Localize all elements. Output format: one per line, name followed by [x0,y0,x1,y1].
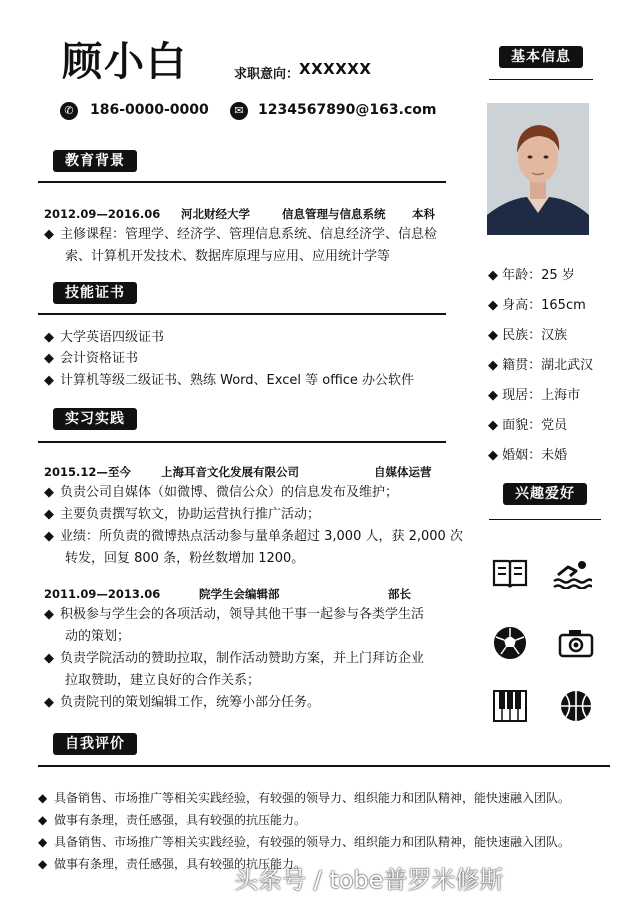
camera-icon [556,623,596,663]
job2-bullet: ◆ 负责学院活动的赞助拉取，制作活动赞助方案，并上门拜访企业 [44,651,425,666]
skill-item: ◆ 会计资格证书 [44,351,139,366]
job1-bullet-text: 业绩：所负责的微博热点活动参与量单条超过 3,000 人，获 2,000 次 [60,529,463,544]
info-marital: ◆ 婚姻：未婚 [488,448,568,463]
info-age-text: 年龄：25 岁 [502,268,575,283]
self-eval-item: ◆ 具备销售、市场推广等相关实践经验，有较强的领导力、组织能力和团队精神，能快速融入团队。 [38,835,571,849]
self-eval-text: 做事有条理，责任感强，具有较强的抗压能力。 [54,857,307,871]
education-major: 信息管理与信息系统 [282,207,386,221]
section-title-hobbies: 兴趣爱好 [503,483,587,505]
education-course-line2: 索、计算机开发技术、数据库原理与应用、应用统计学等 [65,249,391,264]
section-title-practice: 实习实践 [53,408,137,430]
watermark-text: 头条号 / tobe普罗米修斯 [234,866,504,894]
info-ethnicity: ◆ 民族：汉族 [488,328,568,343]
job2-bullet-cont: 动的策划； [65,629,131,644]
phone-number: 186-0000-0000 [90,102,209,118]
education-period: 2012.09—2016.06 [44,207,161,221]
education-course: ◆ 主修课程：管理学、经济学、管理信息系统、信息经济学、信息检 [44,227,438,242]
job2-bullet: ◆ 积极参与学生会的各项活动，领导其他干事一起参与各类学生活 [44,607,425,622]
skill-item: ◆ 计算机等级二级证书、熟练 Word、Excel 等 office 办公软件 [44,373,415,388]
info-hometown-text: 籍贯：湖北武汉 [502,358,594,373]
basketball-icon [556,686,596,726]
job1-role: 自媒体运营 [374,465,432,479]
job1-bullet: ◆ 主要负责撰写软文，协助运营执行推广活动； [44,507,321,522]
education-degree: 本科 [412,207,435,221]
info-residence-text: 现居：上海市 [502,388,581,403]
job-intent-label: 求职意向： [234,67,300,82]
job-intent-value: XXXXXX [299,60,372,78]
section-divider [38,181,446,183]
education-school: 河北财经大学 [181,207,250,221]
job2-bullet-text: 积极参与学生会的各项活动，领导其他干事一起参与各类学生活 [60,607,425,622]
soccer-icon [490,623,530,663]
resume-name: 顾小白 [62,39,188,85]
self-eval-item: ◆ 做事有条理，责任感强，具有较强的抗压能力。 [38,813,307,827]
self-eval-text: 具备销售、市场推广等相关实践经验，有较强的领导力、组织能力和团队精神，能快速融入团队。 [54,791,571,805]
profile-photo [487,103,589,235]
section-divider [38,313,446,315]
section-title-basic-info: 基本信息 [499,46,583,68]
mail-icon: ✉ [230,102,248,120]
self-eval-text: 具备销售、市场推广等相关实践经验，有较强的领导力、组织能力和团队精神，能快速融入团队。 [54,835,571,849]
education-course-line1: 主修课程：管理学、经济学、管理信息系统、信息经济学、信息检 [60,227,438,242]
info-hometown: ◆ 籍贯：湖北武汉 [488,358,594,373]
job2-bullet: ◆ 负责院刊的策划编辑工作，统筹小部分任务。 [44,695,321,710]
piano-icon [490,686,530,726]
job2-bullet-cont: 拉取赞助，建立良好的合作关系； [65,673,261,688]
job2-role: 部长 [388,587,411,601]
job1-bullet-text: 负责公司自媒体（如微博、微信公众）的信息发布及维护； [60,485,399,500]
job1-bullet: ◆ 业绩：所负责的微博热点活动参与量单条超过 3,000 人，获 2,000 次 [44,529,463,544]
info-height: ◆ 身高：165cm [488,298,586,313]
phone-icon: ✆ [60,102,78,120]
info-political: ◆ 面貌：党员 [488,418,568,433]
section-title-skills: 技能证书 [53,282,137,304]
education-row [44,204,160,224]
job1-period: 2015.12—至今 [44,465,131,479]
section-divider [38,765,610,767]
skill-item: ◆ 大学英语四级证书 [44,330,165,345]
job2-period: 2011.09—2013.06 [44,587,161,601]
self-eval-item: ◆ 具备销售、市场推广等相关实践经验，有较强的领导力、组织能力和团队精神，能快速融入团队。 [38,791,571,805]
info-marital-text: 婚姻：未婚 [502,448,568,463]
info-age: ◆ 年龄：25 岁 [488,268,575,283]
info-political-text: 面貌：党员 [502,418,568,433]
job1-org: 上海耳音文化发展有限公司 [161,465,299,479]
self-eval-text: 做事有条理，责任感强，具有较强的抗压能力。 [54,813,307,827]
swimming-icon [552,553,592,593]
section-divider [38,441,446,443]
skill-item-text: 大学英语四级证书 [60,330,165,345]
job2-org: 院学生会编辑部 [199,587,280,601]
portrait-illustration [487,103,589,235]
job1-bullet: ◆ 负责公司自媒体（如微博、微信公众）的信息发布及维护； [44,485,399,500]
job1-bullet-text: 主要负责撰写软文，协助运营执行推广活动； [60,507,321,522]
info-height-text: 身高：165cm [502,298,586,313]
job2-bullet-text: 负责学院活动的赞助拉取，制作活动赞助方案，并上门拜访企业 [60,651,425,666]
info-ethnicity-text: 民族：汉族 [502,328,568,343]
job1-bullet-cont: 转发，回复 800 条，粉丝数增加 1200。 [65,551,305,566]
info-residence: ◆ 现居：上海市 [488,388,581,403]
job2-bullet-text: 负责院刊的策划编辑工作，统筹小部分任务。 [60,695,321,710]
book-icon [490,553,530,593]
self-eval-item: ◆ 做事有条理，责任感强，具有较强的抗压能力。 [38,857,307,871]
section-title-education: 教育背景 [53,150,137,172]
skill-item-text: 计算机等级二级证书、熟练 Word、Excel 等 office 办公软件 [60,373,415,388]
section-divider [489,79,593,80]
skill-item-text: 会计资格证书 [60,351,139,366]
section-divider [489,519,601,520]
email-address: 1234567890@163.com [258,102,437,118]
section-title-self-eval: 自我评价 [53,733,137,755]
